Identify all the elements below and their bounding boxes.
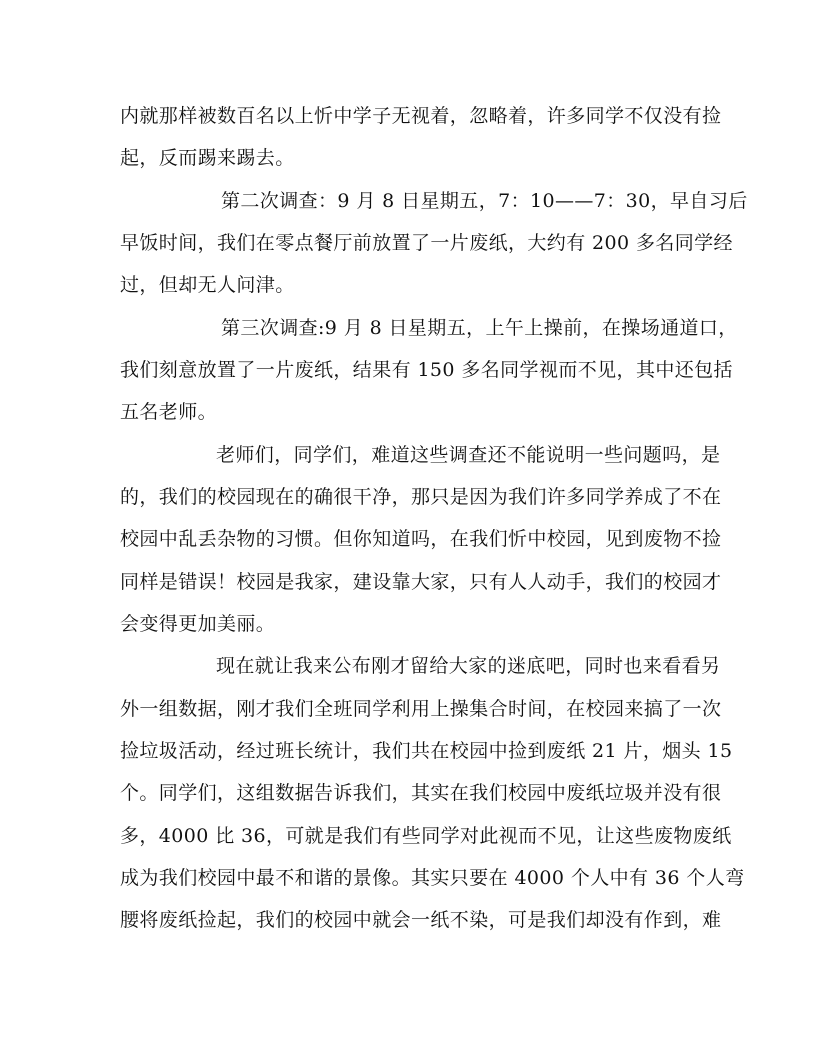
text-line: 同样是错误！校园是我家，建设靠大家，只有人人动手，我们的校园才 — [120, 571, 722, 593]
text-line: 的，我们的校园现在的确很干净，那只是因为我们许多同学养成了不在 — [120, 486, 722, 508]
text-line: 第二次调查：9 月 8 日星期五，7：10——7：30，早自习后 — [221, 190, 748, 212]
text-line: 五名老师。 — [120, 401, 218, 423]
text-line: 内就那样被数百名以上忻中学子无视着，忽略着，许多同学不仅没有捡 — [120, 105, 722, 127]
text-line: 起，反而踢来踢去。 — [120, 147, 295, 169]
text-line: 成为我们校园中最不和谐的景像。其实只要在 4000 个人中有 36 个人弯 — [120, 867, 745, 889]
text-line: 我们刻意放置了一片废纸，结果有 150 多名同学视而不见，其中还包括 — [120, 359, 733, 381]
text-line: 腰将废纸捡起，我们的校园中就会一纸不染，可是我们却没有作到，难 — [120, 909, 722, 931]
text-line: 第三次调查:9 月 8 日星期五，上午上操前，在操场通道口， — [221, 317, 738, 339]
text-line: 过，但却无人问津。 — [120, 274, 295, 296]
text-line: 捡垃圾活动，经过班长统计，我们共在校园中捡到废纸 21 片，烟头 15 — [120, 740, 733, 762]
text-line: 校园中乱丢杂物的习惯。但你知道吗，在我们忻中校园，见到废物不捡 — [120, 528, 722, 550]
text-line: 外一组数据，刚才我们全班同学利用上操集合时间，在校园来搞了一次 — [120, 698, 722, 720]
text-line: 现在就让我来公布刚才留给大家的迷底吧，同时也来看看另 — [216, 655, 721, 677]
text-line: 个。同学们，这组数据告诉我们，其实在我们校园中废纸垃圾并没有很 — [120, 782, 722, 804]
text-line: 老师们，同学们，难道这些调查还不能说明一些问题吗，是 — [216, 444, 721, 466]
text-line: 会变得更加美丽。 — [120, 613, 276, 635]
text-line: 早饭时间，我们在零点餐厅前放置了一片废纸，大约有 200 多名同学经 — [120, 232, 733, 254]
text-line: 多，4000 比 36，可就是我们有些同学对此视而不见，让这些废物废纸 — [120, 825, 732, 847]
